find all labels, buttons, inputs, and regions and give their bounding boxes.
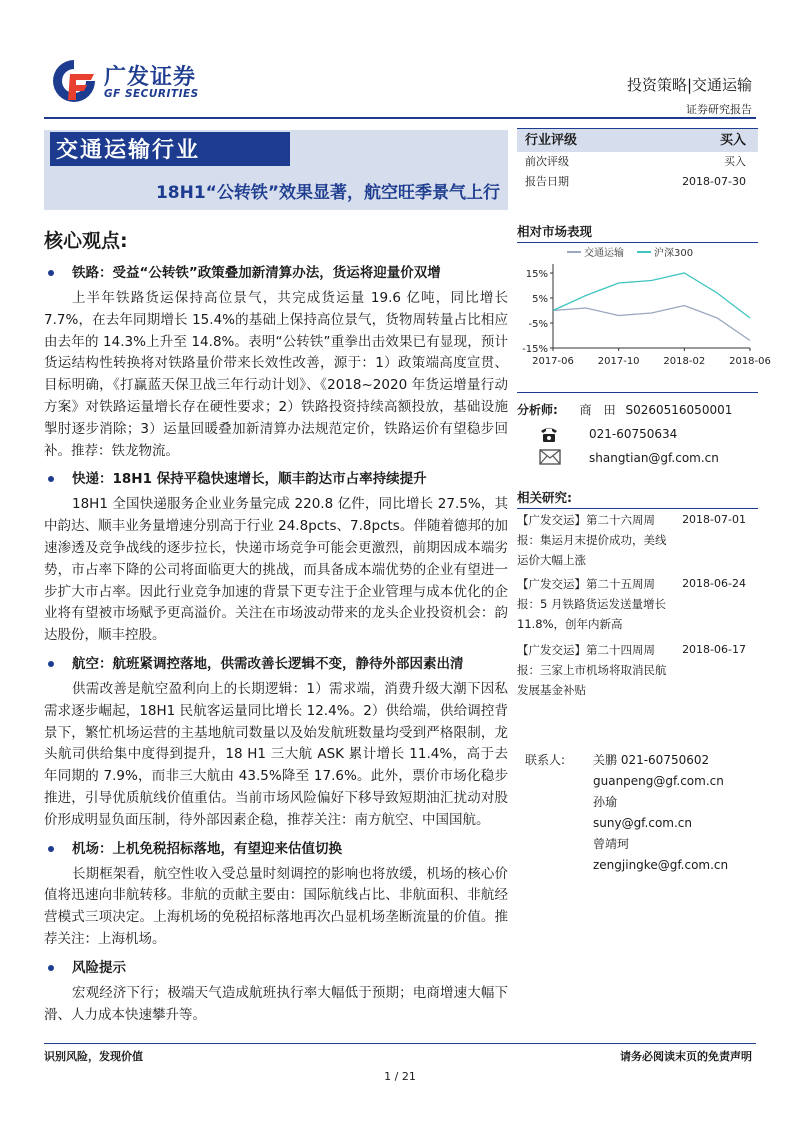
contacts-body [593,750,755,876]
section-heading-airport [44,838,508,860]
envelope-icon [539,449,561,465]
research-item-date: 2018-06-17 [682,643,746,656]
legend-label: 交通运输 [584,248,624,259]
logo-text-cn: 广发证券 [104,65,197,90]
chart-svg [517,240,771,370]
header-category [627,74,752,117]
contact-email[interactable]: guanpeng@gf.com.cn [593,774,724,788]
legend-label: 沪深300 [654,248,694,259]
section-heading-risk [44,957,508,979]
industry-rating-row [517,128,758,152]
bullet-icon [48,965,54,971]
hs300-series-line [553,273,750,318]
analyst-phone: 021-60750634 [589,427,678,441]
research-item-text[interactable]: 【广发交运】第二十五周周报：5 月铁路货运发送量增长 11.8%，创年内新高 [517,577,666,631]
y-tick-label: -5% [528,319,548,330]
research-item-text[interactable]: 【广发交运】第二十六周周报：集运月末提价成功，美线运价大幅上涨 [517,513,667,567]
related-research-title: 相关研究: [517,488,758,509]
contact-list [525,750,755,876]
section-para-rail: 上半年铁路货运保持高位景气，共完成货运量 19.6 亿吨，同比增长 7.7%，在去年同期增长 15.4%的基础上保持高位景气，货物周转量占比相应由去年的 14.3%上升至 14.8%。表明“公转铁”重拳出击效果已有显现，预计货运结构性转换将对铁路量价带来长效性改善，源于：1）政策端高度宣贯、目标明确，《打赢蓝天保卫战三年行动计划》、《2018~2020 年货运增量行动方案》对铁路运量增长存在硬性要求；2）铁路投资持续高额投放，基础设施掣肘逐步消除；3）运量回暖叠加新清算办法规范定价，铁路运价有望稳步回补。推荐：铁龙物流。 [44,290,508,459]
heading-text: 航空：航班紧调控落地，供需改善长逻辑不变，静待外部因素出清 [72,655,464,672]
logo-text-en: GF SECURITIES [104,88,199,100]
x-tick-label: 2017-06 [532,356,574,367]
report-subtitle: 18H1“公转铁”效果显著，航空旺季景气上行 [155,183,500,203]
prev-rating-value: 买入 [724,155,746,168]
research-item-text[interactable]: 【广发交运】第二十四周周报：三家上市机场将取消民航发展基金补贴 [517,643,667,697]
analyst-label: 分析师: [517,403,558,417]
footer-slogan: 识别风险，发现价值 [44,1050,143,1063]
contacts-label: 联系人: [525,753,566,767]
x-tick-label: 2018-06 [729,356,771,367]
section-para-airport: 长期框架看，航空性收入受总量时刻调控的影响也将放缓，机场的核心价值将迅速向非航转移。非航的贡献主要由：国际航线占比、非航面积、非航经营模式三项决定。上海机场的免税招标落地再次凸显机场垄断流量的价值。推荐关注：上海机场。 [44,865,508,947]
core-views-title: 核心观点: [44,230,128,252]
company-logo [50,58,230,106]
x-tick-label: 2018-02 [663,356,706,367]
heading-text: 风险提示 [72,959,126,976]
report-date-value: 2018-07-30 [682,175,746,188]
page-number: 1 / 21 [384,1070,416,1083]
bullet-icon [48,661,54,667]
gf-logo-icon [50,58,98,104]
prev-rating-label: 前次评级 [525,155,569,168]
y-tick-label: 15% [525,269,548,280]
section-para-express: 18H1 全国快递服务企业业务量完成 220.8 亿件，同比增长 27.5%，其中韵达、顺丰业务量增速分别高于行业 24.8pcts、7.8pcts。伴随着德邦的加速渗透及竞争战线的逐步拉长，快递市场竞争可能会更激烈，前期因成本端劣势，市占率下降的公司将面临更大的挑战，而具备成本端优势的企业有望进一步扩大市占率。因此行业竞争加速的背景下更专注于企业管理与成本优化的企业将有望被市场赋予更高溢价。关注在市场波动带来的龙头企业投资机会：韵达股份，顺丰控股。 [44,496,508,644]
phone-icon [539,425,559,443]
analyst-phone-row [517,422,758,446]
main-content [44,262,508,1032]
heading-text: 快递：18H1 保持平稳快速增长，顺丰韵达市占率持续提升 [72,471,427,488]
y-tick-label: -15% [522,344,548,355]
section-para-risk: 宏观经济下行；极端天气造成航班执行率大幅低于预期；电商增速大幅下滑、人力成本快速攀升等。 [44,984,508,1023]
research-item[interactable] [517,640,758,704]
research-item[interactable] [517,510,758,574]
bullet-icon [48,476,54,482]
report-type: 证券研究报告 [686,103,752,116]
research-item-date: 2018-06-24 [682,577,746,590]
contact-line: 曾靖珂 [593,837,630,851]
industry-title: 交通运输行业 [50,132,290,166]
footer-disclaimer: 请务必阅读末页的免责声明 [620,1050,752,1063]
report-date-row [517,172,758,192]
rating-label: 行业评级 [525,133,578,148]
heading-text: 机场：上机免税招标落地，有望迎来估值切换 [72,840,342,857]
bullet-icon [48,270,54,276]
section-para-aviation: 供需改善是航空盈利向上的长期逻辑：1）需求端，消费升级大潮下因私需求逐步崛起，18H1 民航客运量同比增长 12.4%。2）供给端，供给调控背景下，繁忙机场运营的主基地航司数量以及始发航班数量均受到严格限制，龙头航司供给集中度得到提升，18 H1 三大航 ASK 累计增长 11.4%，高于去年同期的 7.9%，而非三大航由 43.5%降至 17.6%。此外，票价市场化稳步推进，引导优质航线价值重估。当前市场风险偏好下移导致短期油汇扰动对股价形成明显负面压制，待外部因素企稳，推荐关注：南方航空、中国国航。 [44,680,508,828]
research-item-date: 2018-07-01 [682,513,746,526]
analyst-email-row [517,446,758,470]
relative-performance-chart [517,240,771,370]
related-research-list [517,510,758,704]
report-category: 投资策略|交通运输 [626,76,752,94]
x-tick-label: 2017-10 [597,356,640,367]
bullet-icon [48,846,54,852]
market-chart-title: 相对市场表现 [517,222,758,243]
rating-value: 买入 [719,133,746,148]
y-tick-label: 5% [532,294,548,305]
analyst-divider [517,392,758,393]
footer-divider [44,1043,756,1044]
contact-line: 关鹏 021-60750602 [593,753,710,767]
rating-box [517,128,758,192]
heading-text: 铁路：受益“公转铁”政策叠加新清算办法，货运将迎量价双增 [72,265,441,281]
research-item[interactable] [517,574,758,640]
analyst-license: S0260516050001 [625,403,733,417]
analyst-row [517,398,758,422]
analyst-name: 商 田 [579,403,616,417]
header-divider [44,117,756,119]
prev-rating-row [517,152,758,172]
section-heading-express [44,468,508,490]
section-heading-rail [44,262,508,284]
report-date-label: 报告日期 [525,175,569,188]
analyst-info [517,398,758,470]
contact-line: 孙瑜 [593,795,618,809]
contact-email[interactable]: suny@gf.com.cn [593,816,692,830]
section-heading-aviation [44,653,508,675]
analyst-email[interactable]: shangtian@gf.com.cn [589,451,719,465]
contact-email[interactable]: zengjingke@gf.com.cn [593,858,729,872]
transport-series-line [553,306,750,341]
